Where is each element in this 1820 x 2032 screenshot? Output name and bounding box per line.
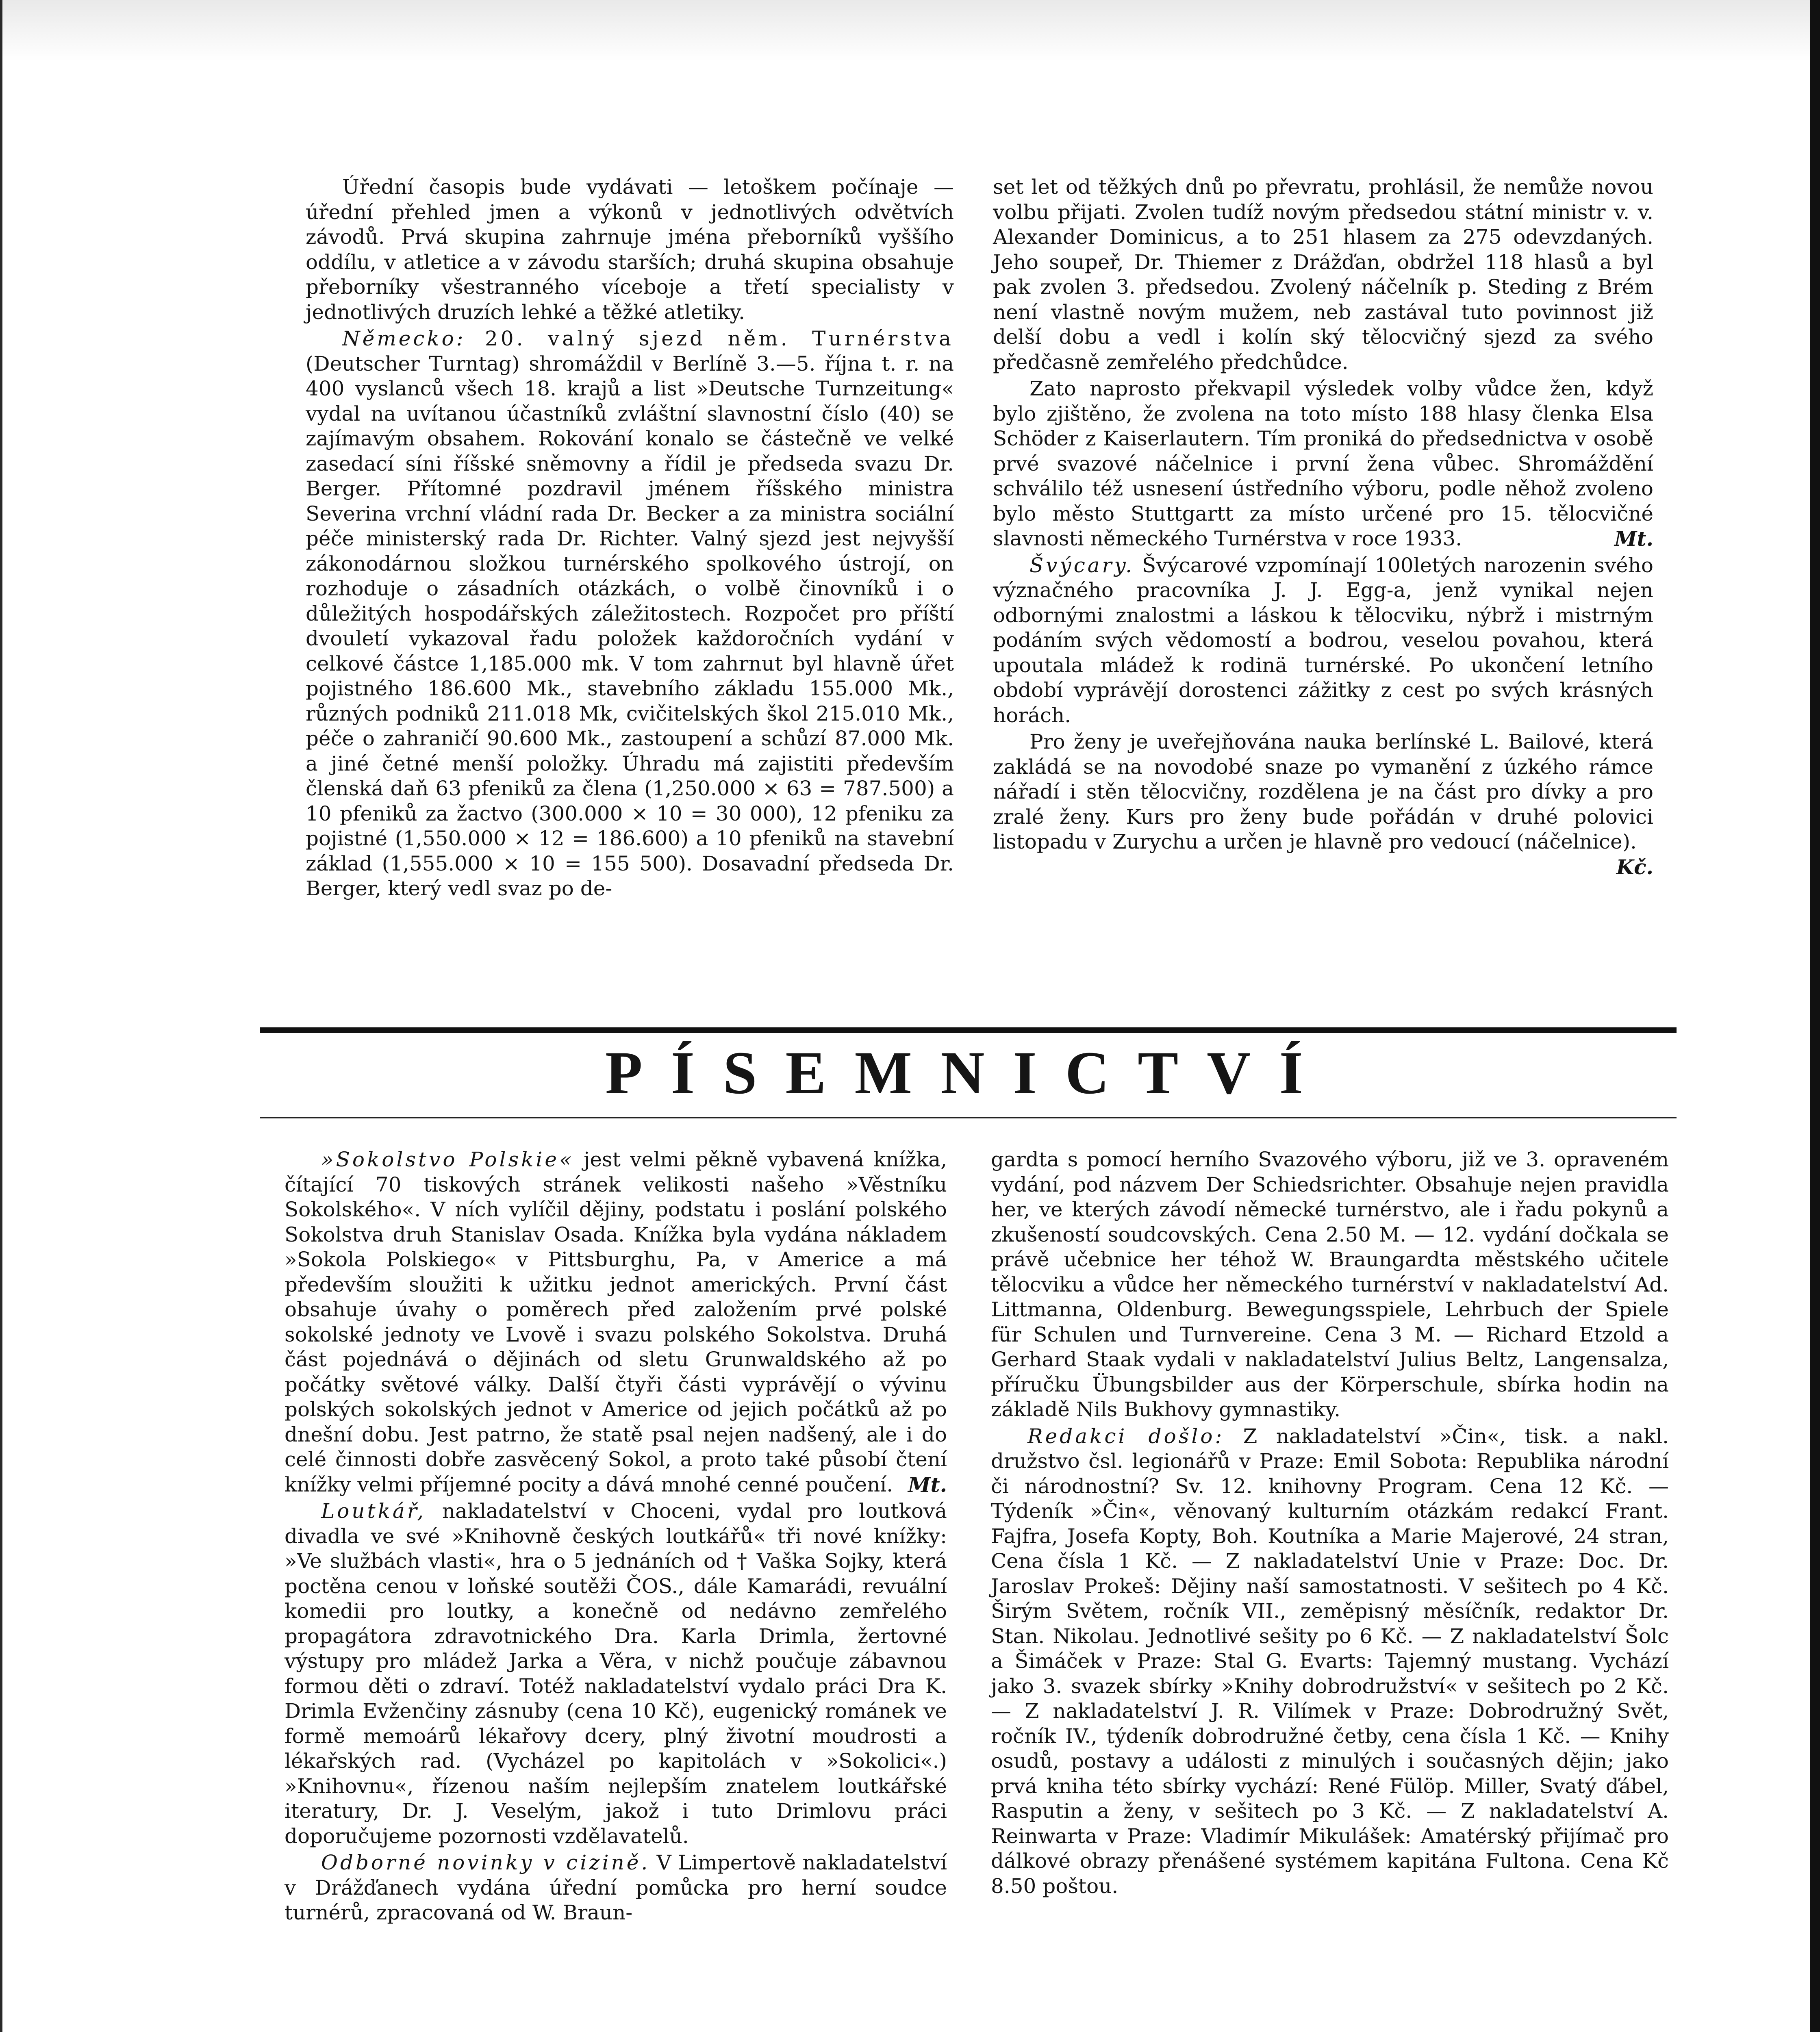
paragraph-redakci-doslo — [991, 1424, 1669, 1899]
odborne-text: V Limpertově nakladatelství v Drážďanech vydána úřední pomůcka pro herní soudce turnérů, zpracovaná od W. Braun- — [285, 1851, 947, 1924]
paragraph-switzerland — [993, 553, 1653, 728]
redakci-title: Redakci došlo: — [1027, 1424, 1225, 1448]
signature-sokolstvo: Mt. — [908, 1472, 947, 1497]
section-rule-bottom — [260, 1117, 1677, 1118]
signature-kc: Kč. — [1616, 855, 1653, 879]
paragraph-women-leader — [993, 376, 1653, 551]
section-rule-top — [260, 1027, 1677, 1033]
top-left-column — [306, 175, 954, 901]
signature-mt: Mt. — [1614, 527, 1653, 551]
top-right-column — [993, 175, 1653, 879]
switzerland-text: Švýcarové vzpomínají 100letých narozenin svého význačného pracovníka J. J. Egg-a, jenž vynikal nejen odbornými znalostmi a láskou k tělocviku, nýbrž i mistrným podáním svých vědomostí a bodrou, veselou povahou, která upoutala mládež k rodinä turnérské. Po ukončení letního období vyprávějí dorostenci zážitky z cest po svých krásných horách. — [993, 553, 1653, 727]
loutkar-text: nakladatelství v Choceni, vydal pro loutková divadla ve své »Knihovně českých loutkářů« tři nové knížky: »Ve službách vlasti«, hra o 5 jednáních od † Vaška Sojky, která poctěna cenou v loňské soutěži ČOS., dále Kamarádi, revuální komedii pro loutky, a konečně od nedávno zemřelého propagátora zdravotnického Dra. Karla Drimla, žertovné výstupy pro mládež Jarka a Věra, v nichž poučuje zábavnou formou děti o zdraví. Totéž nakladatelství vydalo práci Dra K. Drimla Evženčiny zásnuby (cena 10 Kč), eugenický románek ve formě memoárů lékařovy dcery, plný životní moudrosti a lékařských rad. (Vycházel po kapitolách v »Sokolici«.) »Knihovnu«, řízenou naším nejlepším znatelem loutkářské iteratury, Dr. J. Veselým, jakož i tuto Drimlovu práci doporučujeme pozornosti vzdělavatelů. — [285, 1499, 947, 1848]
section-title: PÍSEMNICTVÍ — [605, 1039, 1331, 1107]
paragraph-official-journal: Úřední časopis bude vydávati — letoškem počínaje — úřední přehled jmen a výkonů v jednotlivých odvětvích závodů. Prvá skupina zahrnuje jména přeborníků vyššího oddílu, v atletice a v závodu starších; druhá skupina obsahuje přeborníky všestranného víceboje a třetí specialisty v jednotlivých druzích lehké a těžké atletiky. — [306, 175, 954, 324]
germany-text: (Deutscher Turntag) shromáždil v Berlíně 3.—5. října t. r. na 400 vyslanců všech 18. krajů a list »Deutsche Turnzeitung« vydal na uvítanou účastníků zvláštní slavnostní číslo (40) se zajímavým obsahem. Rokování konalo se částečně ve velké zasedací síni říšské sněmovny a řídil je předseda svazu Dr. Berger. Přítomné pozdravil jménem říšského ministra Severina vrchní vládní rada Dr. Becker a za ministra sociální péče ministerský rada Dr. Richter. Valný sjezd jest nejvyšší zákonodárnou složkou turnérského spolkového ústrojí, on rozhoduje o zásadních otázkách, o volbě činovníků i o důležitých hospodářských záležitostech. Rozpočet pro příští dvouletí vykazoval řadu položek každoročních vydání v celkové částce 1,185.000 mk. V tom zahrnut byl hlavně úřet pojistného 186.600 Mk., stavebního základu 155.000 Mk., různých podniků 211.018 Mk, cvičitelských škol 215.010 Mk., péče o zahraničí 90.600 Mk., zastoupení a schůzí 87.000 Mk. a jiné četné menší položky. Úhradu má zajistiti především členská daň 63 pfeniků za člena (1,250.000 × 63 = 787.500) a 10 pfeniků za žactvo (300.000 × 10 = 30 000), 12 pfeniku za pojistné (1,550.000 × 12 = 186.600) a 10 pfeniků na stavební základ (1,555.000 × 10 = 155 500). Dosavadní předseda Dr. Berger, který vedl svaz po de- — [306, 352, 954, 900]
paragraph-sokolstvo — [285, 1147, 947, 1497]
sokolstvo-text: jest velmi pěkně vybavená knížka, čítající 70 tiskových stránek velikosti našeho »Věstníku Sokolského«. V ních vylíčil dějiny, podstatu i poslání polského Sokolstva druh Stanislav Osada. Knížka byla vydána nákladem »Sokola Polskiego« v Pittsburghu, Pa, v Americe a má především sloužiti k užitku jednot amerických. První část obsahuje úvahy o poměrech před založením prvé polské sokolské jednoty ve Lvově i svazu polského Sokolstva. Druhá část pojednává o dějinách od sletu Grunwaldského až po počátky světové války. Další čtyři části vyprávějí o vývinu polských sokolských jednot v Americe od jejich počátků až po dnešní dobu. Jest patrno, že statě psal nejen nadšený, ale i do celé činnosti dobře zasvěcený Sokol, a proto také působí čtení knížky velmi příjemné pocity a dává mnohé cenné poučení. — [285, 1148, 947, 1496]
bottom-right-column — [991, 1147, 1669, 1899]
baile-text: Pro ženy je uveřejňována nauka berlínské L. Bailové, která zakládá se na novodobé snaze po vymanění z úzkého rámce nářadí i stěn tělocvičny, rozdělena je na část pro dívky a pro zralé ženy. Kurs pro ženy bude pořádán v druhé polovici listopadu v Zurychu a určen je hlavně pro vedoucí (náčelnice). — [993, 730, 1653, 853]
country-switzerland: Švýcary. — [1029, 553, 1134, 577]
sokolstvo-title: »Sokolstvo Polskie« — [321, 1148, 574, 1171]
paragraph-loutkar — [285, 1499, 947, 1849]
paragraph-baile — [993, 729, 1653, 879]
bottom-left-column — [285, 1147, 947, 1926]
paragraph-odborne — [285, 1850, 947, 1926]
loutkar-title: Loutkář, — [321, 1499, 426, 1523]
women-leader-text: Zato naprosto překvapil výsledek volby vůdce žen, když bylo zjištěno, že zvolena na toto místo 188 hlasy členka Elsa Schöder z Kaiserlautern. Tím proniká do předsednictva v osobě prvé svazové náčelnice i první žena vůbec. Shromáždění schválilo též usnesení ústředního výboru, podle něhož zvoleno bylo město Stuttgartt za místo určené pro 15. tělocvičné slavnosti německého Turnérstva v roce 1933. — [993, 377, 1653, 550]
paragraph-germany — [306, 326, 954, 901]
odborne-title: Odborné novinky v cizině. — [321, 1851, 650, 1874]
paragraph-braungardt-continued: gardta s pomocí herního Svazového výboru, již ve 3. opraveném vydání, pod názvem Der Schiedsrichter. Obsahuje nejen pravidla her, ve kterých závodí německé turnérstvo, ale i řadu pokynů a zkušeností soudcovských. Cena 2.50 M. — 12. vydání dočkala se právě učebnice her téhož W. Braungardta městského učitele tělocviku a vůdce her německého turnérství v nakladatelství Ad. Littmanna, Oldenburg. Bewegungsspiele, Lehrbuch der Spiele für Schulen und Turnvereine. Cena 3 M. — Richard Etzold a Gerhard Staak vydali v nakladatelství Julius Beltz, Langensalza, příručku Übungsbilder aus der Körperschule, sbírka hodin na základě Nils Bukhovy gymnastiky. — [991, 1148, 1669, 1421]
paragraph-germany-continued: set let od těžkých dnů po převratu, prohlásil, že nemůže novou volbu přijati. Zvolen tudíž novým předsedou státní ministr v. v. Alexander Dominicus, a to 251 hlasem za 275 odevzdaných. Jeho soupeř, Dr. Thiemer z Drážďan, obdržel 118 hlasů a byl pak zvolen 3. předsedou. Zvolený náčelník p. Steding z Brém není vlastně novým mužem, neb zastával tuto povinnost již delší dobu a vedl i kolín ský tělocvičný sjezd za svého předčasně zemřelého předchůdce. — [993, 175, 1653, 374]
country-germany: Německo: — [342, 327, 466, 350]
germany-event: 20. valný sjezd něm. Turnérstva — [485, 327, 954, 350]
redakci-text: Z nakladatelství »Čin«, tisk. a nakl. družstvo čsl. legionářů v Praze: Emil Sobota: Republika národní či národnostní? Sv. 12. knihovny Program. Cena 12 Kč. — Týdeník »Čin«, věnovaný kulturním otázkám redakcí Frant. Fajfra, Josefa Kopty, Boh. Koutníka a Marie Majerové, 24 stran, Cena čísla 1 Kč. — Z nakladatelství Unie v Praze: Doc. Dr. Jaroslav Prokeš: Dějiny naší samostatnosti. V sešitech po 4 Kč. Širým Světem, ročník VII., zeměpisný měsíčník, redaktor Dr. Stan. Nikolau. Jednotlivé sešity po 6 Kč. — Z nakladatelství Šolc a Šimáček v Praze: Stal G. Evarts: Tajemný mustang. Vychází jako 3. svazek sbírky »Knihy dobrodružství« v sešitech po 2 Kč. — Z nakladatelství J. R. Vilímek v Praze: Dobrodružný Svět, ročník IV., týdeník dobrodružné četby, cena čísla 1 Kč. — Knihy osudů, postavy a události z minulých i současných dějin; jako prvá kniha této sbírky vychází: René Fülöp. Miller, Svatý ďábel, Rasputin a ženy, v sešitech po 3 Kč. — Z nakladatelství A. Reinwarta v Praze: Vladimír Mikulášek: Amatérský přijímač pro dálkové obrazy přenášené systémem kapitána Fultona. Cena Kč 8.50 poštou. — [991, 1424, 1669, 1898]
